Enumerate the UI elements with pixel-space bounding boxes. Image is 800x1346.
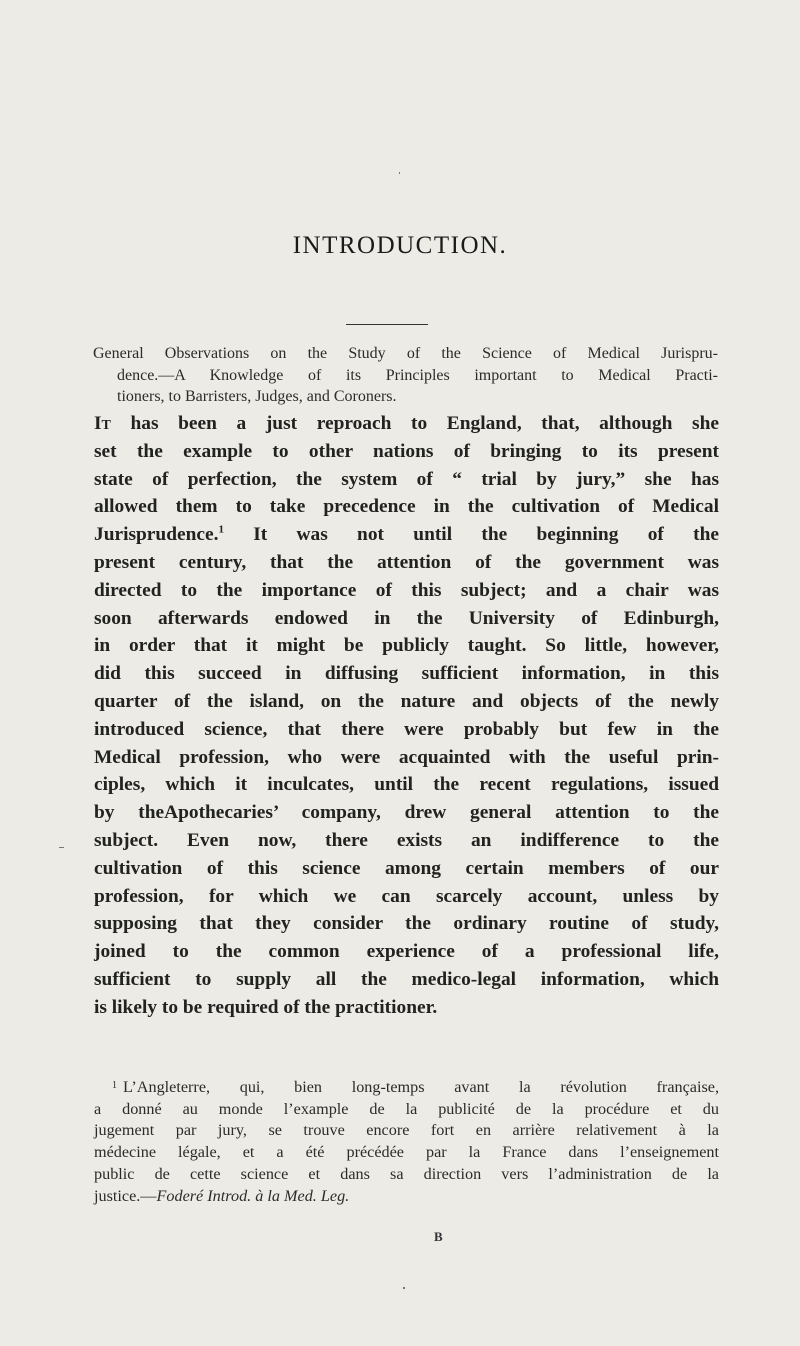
body-line: cultivation of this science among certain members of our	[94, 857, 719, 879]
body-line: ciples, which it inculcates, until the recent regulations, issued	[94, 774, 719, 796]
body-line: is likely to be required of the practitioner.	[94, 996, 438, 1018]
margin-speck	[59, 847, 64, 848]
body-line: introduced science, that there were probably but few in the	[94, 718, 719, 740]
body-line: set the example to other nations of bringing to its present	[94, 440, 719, 462]
summary-line: tioners, to Barristers, Judges, and Coroners.	[117, 388, 397, 405]
body-line-text: has been a just reproach to England, that, although she	[110, 413, 719, 434]
body-line: allowed them to take precedence in the cultivation of Medical	[94, 496, 719, 518]
footnote-line: public de cette science et dans sa direction vers l’administration de la	[94, 1164, 719, 1183]
body-line: profession, for which we can scarcely account, unless by	[94, 885, 719, 907]
margin-speck	[403, 1287, 405, 1289]
body-line-with-footnote	[94, 521, 719, 549]
chapter-title: INTRODUCTION.	[292, 232, 508, 259]
title-rule	[346, 324, 428, 325]
footnote	[94, 1075, 719, 1207]
body-line: quarter of the island, on the nature and objects of the newly	[94, 690, 719, 712]
footnote-line: a donné au monde l’example de la publicité de la procédure et du	[94, 1099, 719, 1118]
footnote-citation: Foderé Introd. à la Med. Leg.	[156, 1186, 350, 1205]
signature-mark: B	[434, 1229, 443, 1244]
body-line: subject. Even now, there exists an indifference to the	[94, 829, 719, 851]
footnote-line-last	[94, 1186, 719, 1208]
footnote-line: médecine légale, et a été précédée par la France dans l’enseignement	[94, 1143, 719, 1162]
body-line: joined to the common experience of a professional life,	[94, 941, 719, 963]
body-line: state of perfection, the system of “ trial by jury,” she has	[94, 468, 719, 490]
body-line-text: Jurisprudence.	[94, 524, 219, 546]
summary-line: dence.—A Knowledge of its Principles important to Medical Practi-	[117, 366, 718, 384]
body-line: supposing that they consider the ordinary routine of study,	[94, 913, 719, 935]
body-line: in order that it might be publicly taught. So little, however,	[94, 635, 719, 657]
body-line: sufficient to supply all the medico-legal information, which	[94, 968, 719, 990]
footnote-line-1	[94, 1075, 719, 1099]
summary-line: General Observations on the Study of the Science of Medical Jurispru-	[93, 345, 718, 362]
body-line-text: It was not until the beginning of the	[223, 524, 719, 546]
body-line: soon afterwards endowed in the University of Edinburgh,	[94, 607, 719, 629]
footnote-reference[interactable]: 1	[218, 523, 224, 536]
body-line: did this succeed in diffusing sufficient information, in this	[94, 663, 719, 685]
footnote-line-text: L’Angleterre, qui, bien long-temps avant la révolution française,	[123, 1078, 719, 1096]
body-line: by theApothecaries’ company, drew general attention to the	[94, 802, 719, 824]
first-word: It	[94, 413, 111, 434]
margin-speck	[399, 172, 400, 174]
footnote-line-text: justice.—	[94, 1186, 157, 1205]
body-line: present century, that the attention of the government was	[94, 551, 719, 573]
footnote-line: jugement par jury, se trouve encore fort en arrière relativement à la	[94, 1121, 719, 1140]
body-line-1	[94, 410, 719, 438]
body-line: Medical profession, who were acquainted with the useful prin-	[94, 746, 719, 768]
body-paragraph	[94, 410, 719, 1022]
footnote-marker: 1	[112, 1080, 117, 1091]
chapter-summary	[93, 343, 718, 408]
body-line: directed to the importance of this subject; and a chair was	[94, 579, 719, 601]
